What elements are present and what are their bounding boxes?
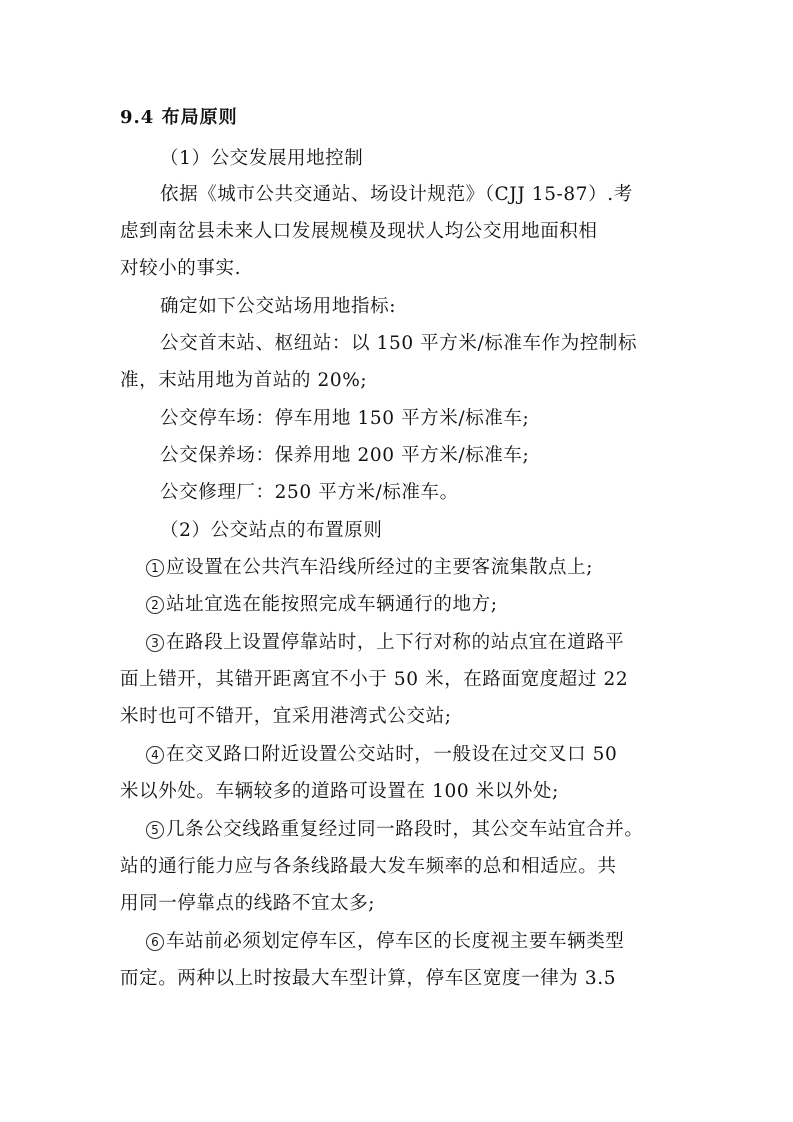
paragraph-line: 米时也可不错开，宜采用港湾式公交站;: [120, 706, 452, 727]
rule-item-4: [146, 743, 617, 767]
rule-text: 在交叉路口附近设置公交站时，一般设在过交叉口 50: [166, 744, 618, 765]
paragraph-line: 面上错开，其错开距离宜不小于 50 米，在路面宽度超过 22: [120, 669, 629, 690]
paragraph-line: 对较小的事实.: [120, 258, 242, 279]
rule-item-5: [146, 818, 644, 842]
rule-text: 车站前必须划定停车区，停车区的长度视主要车辆类型: [166, 931, 625, 952]
rule-item-6: [146, 930, 624, 954]
paragraph-line: 公交修理厂：250 平方米/标准车。: [160, 482, 459, 503]
circled-number: 3: [146, 634, 164, 652]
rule-text: 几条公交线路重复经过同一路段时，其公交车站宜合并。: [166, 819, 644, 840]
paragraph-line: 米以外处。车辆较多的道路可设置在 100 米以外处;: [120, 781, 559, 802]
section-heading: 9.4 布局原则: [120, 107, 238, 128]
paragraph-line: 站的通行能力应与各条线路最大发车频率的总和相适应。共: [120, 856, 617, 877]
rule-text: 应设置在公共汽车沿线所经过的主要客流集散点上;: [166, 557, 594, 578]
paragraph-line: 而定。两种以上时按最大车型计算，停车区宽度一律为 3.5: [120, 968, 617, 989]
circled-number: 5: [146, 821, 164, 839]
paragraph-line: 依据《城市公共交通站、场设计规范》（CJJ 15-87）.考: [160, 184, 633, 205]
rule-item-3: [146, 631, 624, 655]
subsection-title-2: （2）公交站点的布置原则: [160, 520, 383, 541]
circled-number: 1: [146, 559, 164, 577]
circled-number: 6: [146, 933, 164, 951]
rule-item-2: [146, 593, 498, 617]
circled-number: 4: [146, 746, 164, 764]
paragraph-line: 用同一停靠点的线路不宜太多;: [120, 893, 376, 914]
subsection-title-1: （1）公交发展用地控制: [160, 148, 364, 169]
paragraph-line: 公交停车场：停车用地 150 平方米/标准车;: [160, 408, 530, 429]
paragraph-line: 虑到南岔县未来人口发展规模及现状人均公交用地面积相: [120, 221, 598, 242]
paragraph-line: 准，末站用地为首站的 20%;: [120, 370, 368, 391]
rule-item-1: [146, 556, 593, 580]
rule-text: 站址宜选在能按照完成车辆通行的地方;: [166, 594, 498, 615]
paragraph-line: 公交保养场：保养用地 200 平方米/标准车;: [160, 445, 530, 466]
rule-text: 在路段上设置停靠站时，上下行对称的站点宜在道路平: [166, 632, 625, 653]
paragraph-line: 公交首末站、枢纽站：以 150 平方米/标准车作为控制标: [160, 333, 638, 354]
circled-number: 2: [146, 596, 164, 614]
paragraph-line: 确定如下公交站场用地指标:: [160, 296, 397, 317]
